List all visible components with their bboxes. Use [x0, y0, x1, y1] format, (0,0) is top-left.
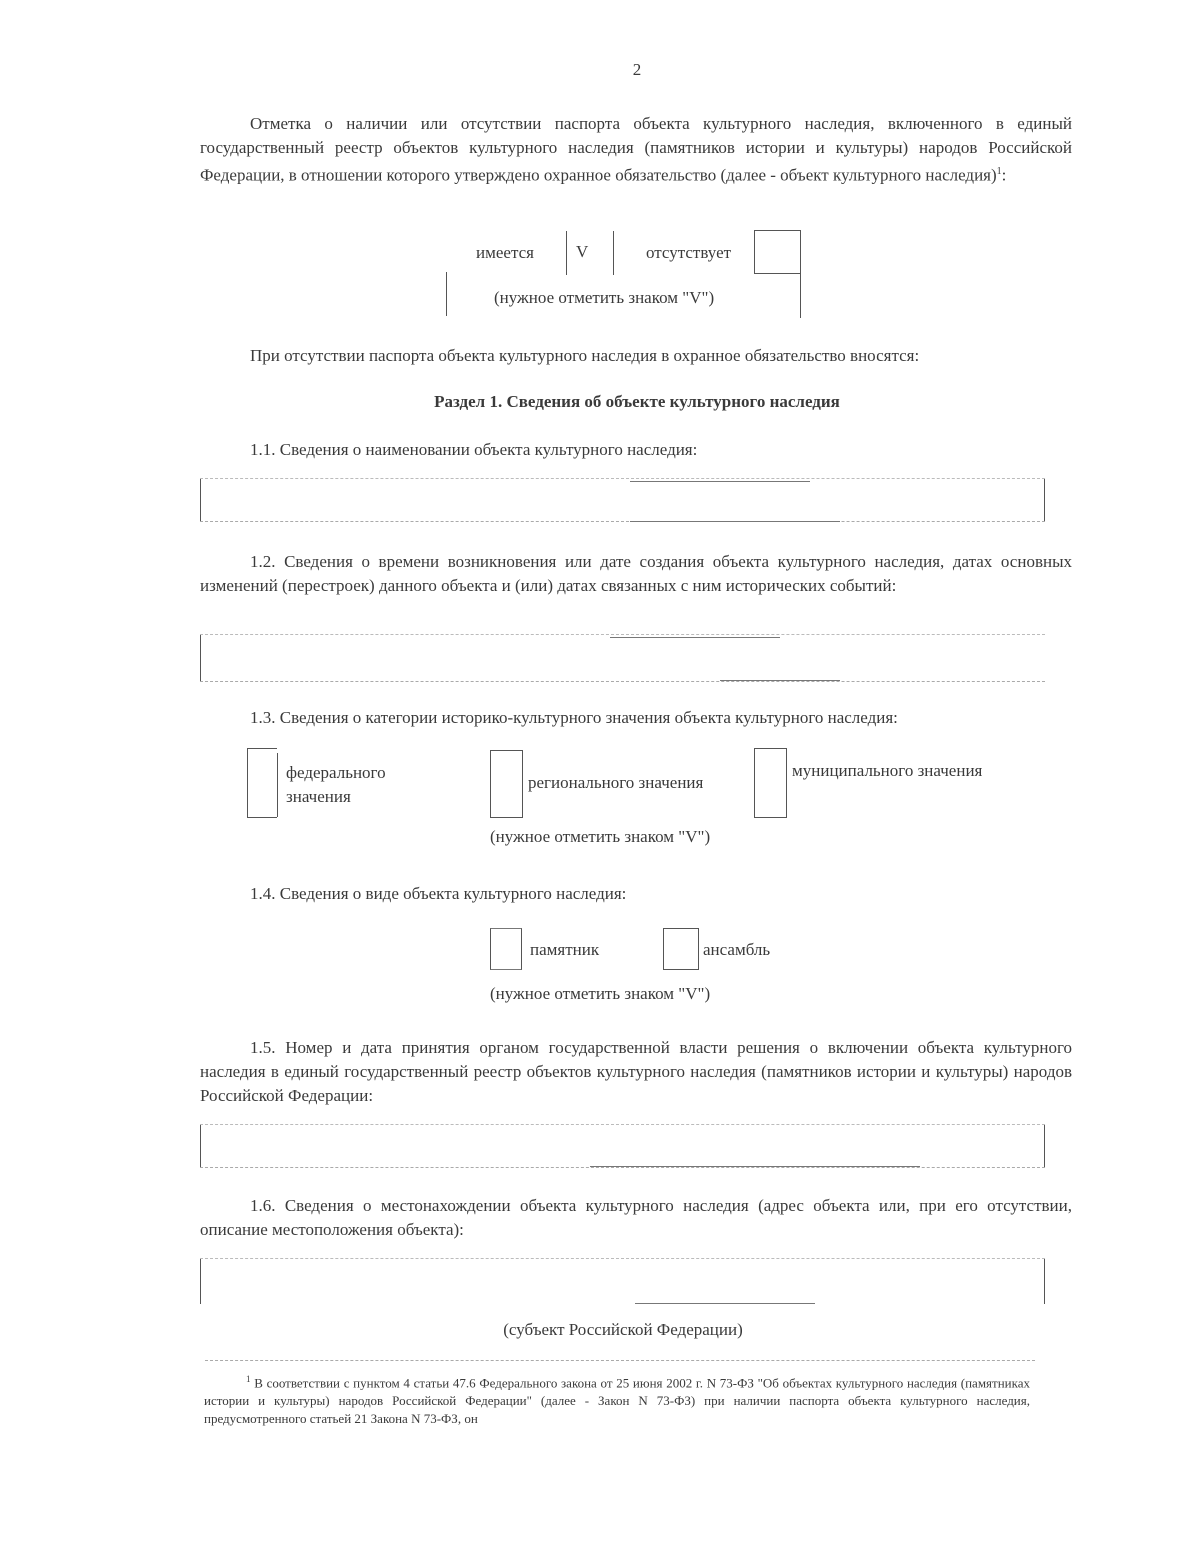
monument-label: памятник — [530, 940, 600, 959]
footnote-text: В соответствии с пунктом 4 статьи 47.6 Федерального закона от 25 июня 2002 г. N 73-ФЗ "Об объектах культурного наследия (памятниках истории и культуры) народов Российской Федерации" (далее - Закон N 73-ФЗ) при наличии паспорта объекта культурного наследия, предусмотренного статьей 21 Закона N 73-ФЗ, он — [204, 1375, 1031, 1427]
category-hint: (нужное отметить знаком "V") — [490, 827, 711, 846]
s1-2-text: 1.2. Сведения о времени возникновения или дате создания объекта культурного наследия, датах основных изменений (перестроек) данного объекта и (или) датах связанных с ним исторических событий: — [200, 552, 1072, 595]
municipal-label: муниципального значения — [792, 761, 983, 780]
s1-1-rule-bottom — [630, 521, 840, 522]
footnote-separator — [205, 1360, 1035, 1361]
passport-absent-checkbox[interactable] — [754, 230, 800, 274]
absence-note: При отсутствии паспорта объекта культурного наследия в охранное обязательство вносятся: — [250, 346, 920, 365]
federal-label: федерального значения — [286, 763, 386, 806]
kind-hint: (нужное отметить знаком "V") — [490, 984, 711, 1003]
s1-5-rule-bottom — [590, 1166, 920, 1167]
s1-6-rule-bottom — [635, 1303, 815, 1304]
s1-3-label: 1.3. Сведения о категории историко-культурного значения объекта культурного наследия: — [250, 708, 898, 727]
s1-1-field[interactable] — [200, 478, 1045, 522]
s1-5-text: 1.5. Номер и дата принятия органом государственной власти решения о включении объекта культурного наследия в единый государственный реестр объектов культурного наследия (памятников истории и культуры) народов Российской Федерации: — [200, 1038, 1072, 1105]
monument-checkbox[interactable] — [490, 928, 522, 970]
ensemble-checkbox[interactable] — [663, 928, 699, 970]
passport-hint: (нужное отметить знаком "V") — [494, 288, 715, 307]
s1-2-field[interactable] — [200, 634, 1045, 682]
section1-title: Раздел 1. Сведения об объекте культурного наследия — [434, 392, 840, 411]
intro-colon: : — [1001, 165, 1007, 185]
passport-frame-left — [446, 272, 447, 316]
regional-label: регионального значения — [528, 773, 704, 792]
regional-checkbox[interactable] — [490, 750, 523, 818]
federal-checkbox-right — [277, 753, 278, 817]
s1-5-label — [200, 1036, 1072, 1108]
footnote — [204, 1370, 1030, 1428]
intro-paragraph — [200, 112, 1072, 188]
federal-checkbox[interactable] — [247, 748, 277, 818]
intro-text: Отметка о наличии или отсутствии паспорта объекта культурного наследия, включенного в единый государственный реестр объектов культурного наследия (памятников истории и культуры) народов Российской Федерации, в отношении которого утверждено охранное обязательство (далее - объект культурного наследия) — [200, 114, 1072, 185]
footnote-ref: 1 — [996, 166, 1002, 177]
passport-has-label: имеется — [476, 243, 534, 262]
municipal-checkbox[interactable] — [754, 748, 787, 818]
s1-1-label: 1.1. Сведения о наименовании объекта культурного наследия: — [250, 440, 698, 459]
ensemble-label: ансамбль — [703, 940, 771, 959]
s1-2-rule-bottom — [720, 680, 840, 681]
s1-1-rule — [630, 481, 810, 482]
s1-2-label — [200, 550, 1072, 598]
passport-absent-label: отсутствует — [646, 243, 732, 262]
footnote-mark: 1 — [246, 1374, 251, 1384]
passport-frame-right — [800, 230, 801, 318]
passport-has-checkbox[interactable] — [566, 231, 614, 275]
subject-caption: (субъект Российской Федерации) — [503, 1320, 743, 1339]
passport-has-mark: V — [576, 242, 589, 261]
s1-2-rule — [610, 637, 780, 638]
s1-5-field[interactable] — [200, 1124, 1045, 1168]
s1-6-text: 1.6. Сведения о местонахождении объекта культурного наследия (адрес объекта или, при его отсутствии, описание местоположения объекта): — [200, 1196, 1072, 1239]
page-number: 2 — [632, 60, 642, 79]
s1-4-label: 1.4. Сведения о виде объекта культурного наследия: — [250, 884, 627, 903]
s1-6-field[interactable] — [200, 1258, 1045, 1304]
s1-6-label — [200, 1194, 1072, 1242]
